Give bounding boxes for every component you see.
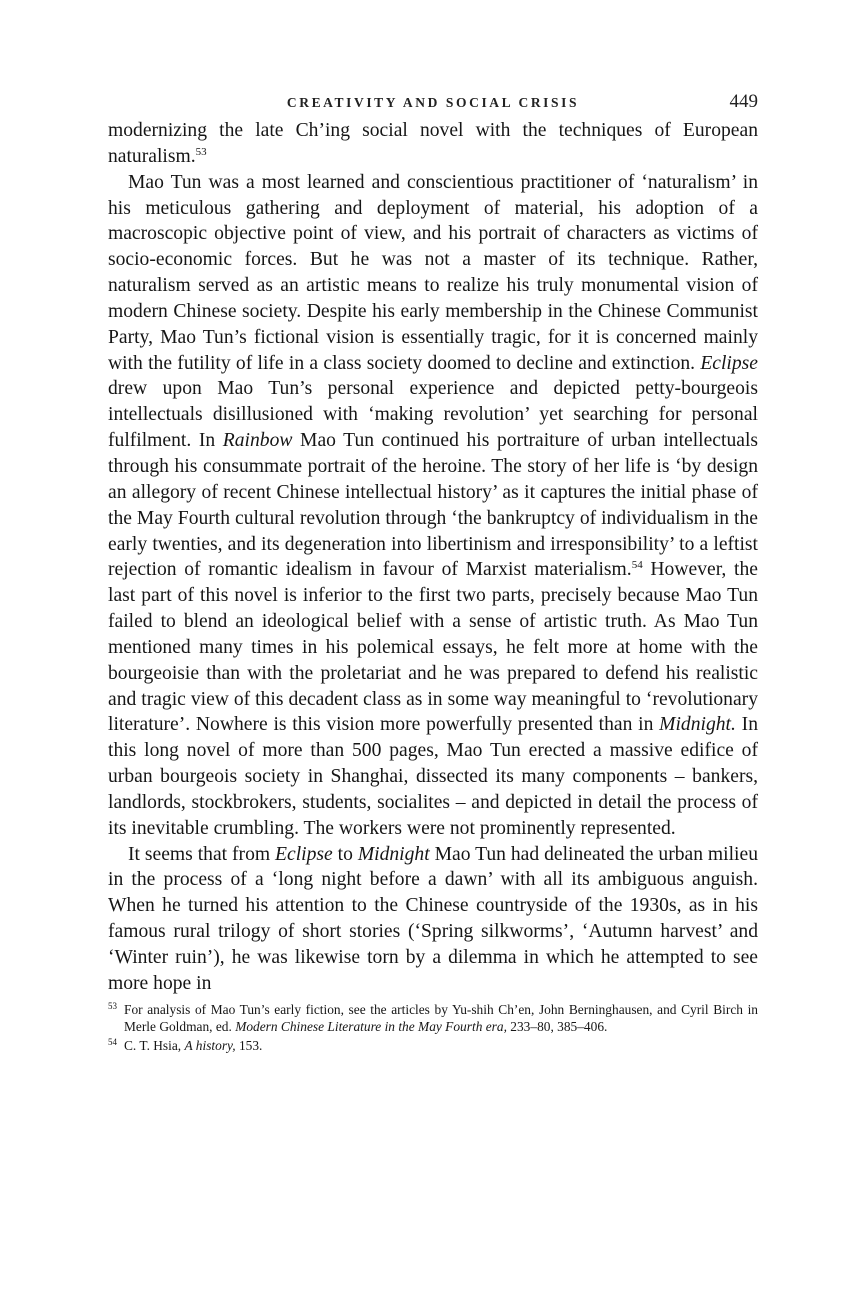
paragraph-text: modernizing the late Ch’ing social novel with the techniques of European naturalism. <box>108 120 758 167</box>
running-header <box>108 86 758 118</box>
paragraph-1 <box>108 118 758 170</box>
running-title: CREATIVITY AND SOCIAL CRISIS <box>286 95 580 110</box>
footnote-number: 54 <box>108 1036 117 1047</box>
book-page <box>108 86 758 1055</box>
paragraph-text: In this long novel of more than 500 pages, Mao Tun erected a massive edifice of urban bourgeois society in Shanghai, dissected its many components – bankers, landlords, stockbrokers, students, socialites – and depicted in detail the process of its inevitable crumbling. The workers were not prominently represented. <box>108 714 758 839</box>
paragraph-text: Mao Tun was a most learned and conscientious practitioner of ‘naturalism’ in his meticulous gathering and deployment of material, his adoption of a macroscopic objective point of view, and his portrait of characters as victims of socio-economic forces. But he was not a master of its technique. Rather, naturalism served as an artistic means to realize his truly monumental vision of modern Chinese society. Despite his early membership in the Chinese Communist Party, Mao Tun’s fictional vision is essentially tragic, for it is concerned mainly with the futility of life in a class society doomed to decline and extinction. <box>108 171 758 374</box>
book-title-eclipse: Eclipse <box>275 843 333 865</box>
footnotes <box>108 1001 758 1055</box>
footnote-book-title: Modern Chinese Literature in the May Fourth era, <box>235 1019 507 1035</box>
footnote-book-title: A history, <box>184 1037 236 1053</box>
paragraph-2 <box>108 170 758 842</box>
footnote-text: 233–80, 385–406. <box>506 1019 608 1035</box>
book-title-rainbow: Rainbow <box>222 430 293 452</box>
paragraph-text: Mao Tun had delineated the urban milieu in the process of a ‘long night before a dawn’ with all its ambiguous anguish. When he turned his attention to the Chinese countryside of the 1930s, as in his famous rural trilogy of short stories (‘Spring silkworms’, ‘Autumn harvest’ and ‘Winter ruin’), he was likewise torn by a dilemma in which he attempted to see more hope in <box>108 843 758 994</box>
paragraph-3 <box>108 842 758 997</box>
footnote-text: C. T. Hsia, <box>124 1037 185 1053</box>
footnote-number: 53 <box>108 1000 117 1011</box>
book-title-midnight: Midnight. <box>659 714 736 736</box>
footnote-ref-53[interactable]: 53 <box>195 145 207 158</box>
paragraph-text: drew upon Mao Tun’s personal experience and depicted petty-bourgeois intellectuals disillusioned with ‘making revolution’ yet searching for personal fulfilment. In <box>108 378 758 452</box>
page-number: 449 <box>729 91 758 112</box>
body-text <box>108 118 758 997</box>
book-title-midnight: Midnight <box>357 843 430 865</box>
book-title-eclipse: Eclipse <box>700 352 758 374</box>
paragraph-text: to <box>332 843 358 865</box>
footnote-text: For analysis of Mao Tun’s early fiction, see the articles by Yu-shih Ch’en, John Berninghausen, and Cyril Birch in Merle Goldman, ed. <box>124 1001 758 1035</box>
paragraph-text: However, the last part of this novel is inferior to the first two parts, precisely because Mao Tun failed to blend an ideological belief with a sense of artistic truth. As Mao Tun mentioned many times in his polemical essays, he felt more at home with the bourgeoisie than with the proletariat and he was prepared to defend his realistic and tragic view of this decadent class as in some way meaningful to ‘revolutionary literature’. Nowhere is this vision more powerfully presented than in <box>108 559 758 736</box>
paragraph-text: Mao Tun continued his portraiture of urban intellectuals through his consummate portrait of the heroine. The story of her life is ‘by design an allegory of recent Chinese intellectual history’ as it captures the initial phase of the May Fourth cultural revolution through ‘the bankruptcy of individualism in the early twenties, and its degeneration into libertinism and irresponsibility’ to a leftist rejection of romantic idealism in favour of Marxist materialism. <box>108 430 759 581</box>
paragraph-text: It seems that from <box>128 843 276 865</box>
footnote-53 <box>108 1001 758 1036</box>
footnote-54 <box>108 1037 758 1055</box>
footnote-text: 153. <box>235 1037 263 1053</box>
footnote-ref-54[interactable]: 54 <box>631 559 643 572</box>
